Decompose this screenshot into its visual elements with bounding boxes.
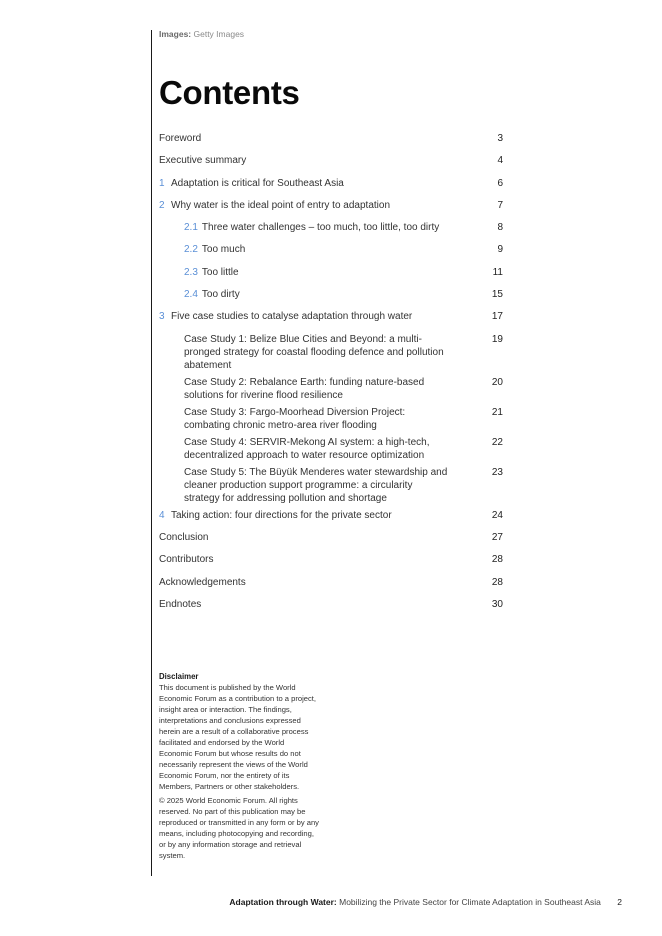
toc-entry-title-wrap xyxy=(184,266,473,279)
toc-entry-title: Too much xyxy=(201,244,246,256)
toc-entry[interactable] xyxy=(159,436,503,462)
toc-entry[interactable] xyxy=(159,531,503,553)
toc-entry-title: Endnotes xyxy=(159,598,202,610)
toc-entry-page: 30 xyxy=(491,598,503,610)
image-credit xyxy=(159,29,244,39)
toc-entry-title-wrap xyxy=(159,132,473,145)
toc-entry-title: Case Study 3: Fargo-Moorhead Diversion Project: combating chronic metro-area river flooding xyxy=(184,406,406,431)
toc-entry-number: 3 xyxy=(159,311,165,323)
toc-entry-title-wrap xyxy=(159,553,473,566)
toc-entry-title-wrap xyxy=(184,436,473,462)
footer-report-title: Mobilizing the Private Sector for Climate Adaptation in Southeast Asia xyxy=(339,897,601,907)
toc-entry-title: Adaptation is critical for Southeast Asia xyxy=(171,177,344,189)
toc-entry[interactable] xyxy=(159,466,503,505)
toc-entry-title-wrap xyxy=(184,333,473,372)
disclaimer-heading: Disclaimer xyxy=(159,672,199,681)
toc-entry-title: Case Study 2: Rebalance Earth: funding nature-based solutions for riverine flood resilience xyxy=(184,376,425,401)
toc-entry-title-wrap xyxy=(159,199,473,212)
toc-entry-page: 17 xyxy=(491,311,503,323)
toc-entry[interactable] xyxy=(159,509,503,531)
toc-entry-title: Too dirty xyxy=(201,289,240,301)
toc-entry-title: Conclusion xyxy=(159,531,209,543)
toc-entry-title-wrap xyxy=(159,177,473,190)
toc-entry-page: 21 xyxy=(491,406,503,418)
toc-entry[interactable] xyxy=(159,553,503,575)
toc-entry-page: 24 xyxy=(491,509,503,521)
toc-entry-number: 2.4 xyxy=(184,289,198,301)
toc-entry[interactable] xyxy=(159,266,503,288)
toc-entry[interactable] xyxy=(159,177,503,199)
toc-entry-page: 28 xyxy=(491,554,503,566)
toc-entry-page: 4 xyxy=(497,155,503,167)
footer-report-title-bold: Adaptation through Water: xyxy=(229,897,337,907)
toc-entry-number: 1 xyxy=(159,177,165,189)
toc-entry-page: 19 xyxy=(491,333,503,345)
toc-entry-page: 28 xyxy=(491,576,503,588)
toc-entry-number: 2.2 xyxy=(184,244,198,256)
image-credit-source: Getty Images xyxy=(193,29,245,39)
toc-entry[interactable] xyxy=(159,598,503,620)
toc-entry[interactable] xyxy=(159,406,503,432)
toc-entry[interactable] xyxy=(159,333,503,372)
toc-entry[interactable] xyxy=(159,221,503,243)
toc-entry-title: Case Study 4: SERVIR-Mekong AI system: a high-tech, decentralized approach to water resource optimization xyxy=(184,436,430,461)
toc-entry-title-wrap xyxy=(184,243,473,256)
disclaimer-body: This document is published by the World Economic Forum as a contribution to a project, insight area or interaction. The findings, interpretations and conclusions expressed herein are a result of a collaborative process facilitated and endorsed by the World Economic Forum but whose results do not necessarily represent the views of the World Economic Forum, nor the entirety of its Members, Partners or other stakeholders. xyxy=(159,683,317,791)
toc-entry-title: Case Study 5: The Büyük Menderes water stewardship and cleaner production support programme: a circularity strategy for addressing pollution and shortage xyxy=(184,466,448,504)
toc-entry-number: 2.1 xyxy=(184,222,198,234)
toc-entry-title: Three water challenges – too much, too little, too dirty xyxy=(201,222,440,234)
toc-entry-page: 6 xyxy=(497,177,503,189)
toc-entry-page: 15 xyxy=(491,289,503,301)
toc-entry-title: Foreword xyxy=(159,133,202,144)
table-of-contents xyxy=(159,132,503,620)
toc-entry-number: 4 xyxy=(159,509,165,521)
copyright-notice: © 2025 World Economic Forum. All rights reserved. No part of this publication may be reproduced or transmitted in any form or by any means, including photocopying and recording, or by any information storage and retrieval system. xyxy=(159,796,319,860)
toc-entry[interactable] xyxy=(159,576,503,598)
toc-entry-number: 2 xyxy=(159,199,165,211)
footer-page-number: 2 xyxy=(617,897,622,907)
page-footer xyxy=(229,897,622,907)
toc-entry-title-wrap xyxy=(159,531,473,544)
toc-entry[interactable] xyxy=(159,243,503,265)
toc-entry-page: 9 xyxy=(497,244,503,256)
toc-entry[interactable] xyxy=(159,199,503,221)
toc-entry[interactable] xyxy=(159,154,503,176)
toc-entry-title-wrap xyxy=(184,406,473,432)
image-credit-label: Images: xyxy=(159,29,192,39)
toc-entry-title: Executive summary xyxy=(159,155,247,167)
toc-entry-title-wrap xyxy=(184,221,473,234)
toc-entry-page: 23 xyxy=(491,466,503,478)
toc-entry-title: Why water is the ideal point of entry to adaptation xyxy=(171,199,391,211)
toc-entry-page: 22 xyxy=(491,436,503,448)
toc-entry-title: Too little xyxy=(201,266,239,278)
toc-entry-page: 20 xyxy=(491,376,503,388)
toc-entry-title-wrap xyxy=(184,376,473,402)
toc-entry-number: 2.3 xyxy=(184,266,198,278)
toc-entry[interactable] xyxy=(159,288,503,310)
toc-entry-page: 7 xyxy=(497,199,503,211)
toc-entry-page: 27 xyxy=(491,531,503,543)
toc-entry-title-wrap xyxy=(159,310,473,323)
toc-entry-title-wrap xyxy=(184,466,473,505)
toc-entry-title-wrap xyxy=(159,576,473,589)
toc-entry[interactable] xyxy=(159,376,503,402)
toc-entry-title-wrap xyxy=(159,509,473,522)
toc-entry-title-wrap xyxy=(159,154,473,167)
toc-entry-title-wrap xyxy=(184,288,473,301)
toc-entry-title: Case Study 1: Belize Blue Cities and Beyond: a multi-pronged strategy for coastal flooding defence and pollution abatement xyxy=(184,333,444,371)
toc-entry-title: Contributors xyxy=(159,554,214,566)
toc-entry-title: Five case studies to catalyse adaptation through water xyxy=(171,311,413,323)
toc-entry-page: 11 xyxy=(492,266,503,278)
toc-entry-title: Acknowledgements xyxy=(159,576,246,588)
disclaimer xyxy=(159,671,319,864)
margin-rule xyxy=(151,30,152,876)
toc-entry-title: Taking action: four directions for the private sector xyxy=(171,509,392,521)
toc-entry-page: 3 xyxy=(497,133,503,144)
page-title: Contents xyxy=(159,74,300,111)
toc-entry-title-wrap xyxy=(159,598,473,611)
toc-entry[interactable] xyxy=(159,132,503,154)
toc-entry-page: 8 xyxy=(497,222,503,234)
toc-entry[interactable] xyxy=(159,310,503,332)
